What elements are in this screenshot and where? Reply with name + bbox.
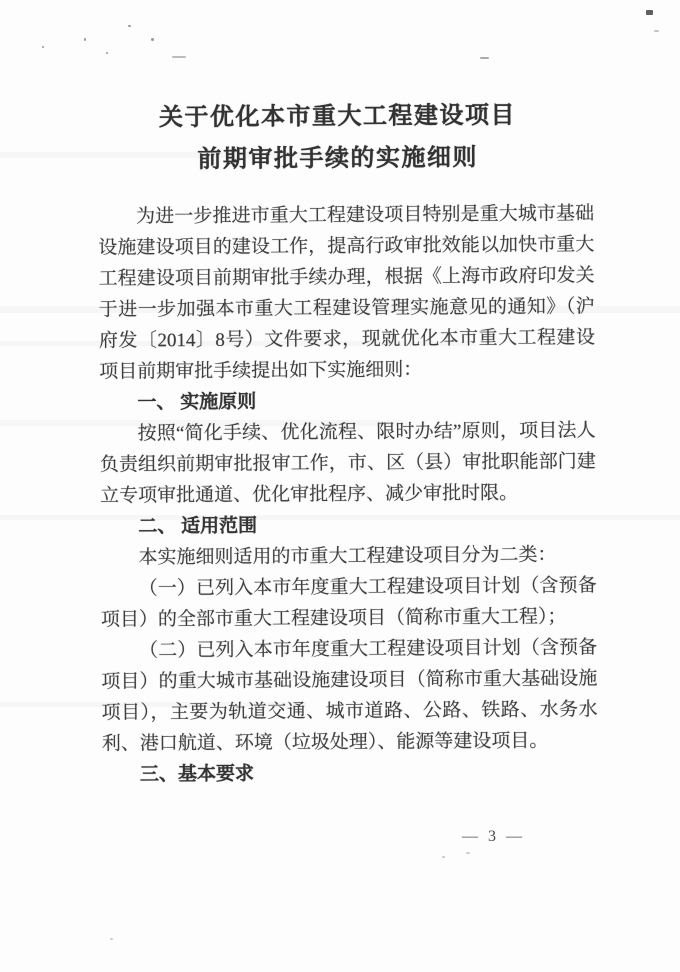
- section-heading-3: 三、基本要求: [139, 763, 255, 786]
- document-title: [0, 94, 678, 183]
- section-heading-1: 一、 实施原则: [137, 391, 257, 414]
- paragraph-intro: 为进一步推进市重大工程建设项目特别是重大城市基础设施建设项目的建设工作，提高行政审批效能以加快市重大工程建设项目前期审批手续办理，根据《上海市政府印发关于进一步加强本市重大工程建设管理实施意见的通知》（沪府发〔2014〕8号）文件要求，现就优化本市重大工程建设项目前期审批手续提出如下实施细则：: [98, 203, 596, 383]
- paragraph-scope-intro: 本实施细则适用的市重大工程建设项目分为二类：: [138, 544, 557, 569]
- paragraph-scope-item-2: （二）已列入本市年度重大工程建设项目计划（含预备项目）的重大城市基础设施建设项目（简称市重大基础设施项目），主要为轨道交通、城市道路、公路、铁路、水务水利、港口航道、环境（垃圾处理）、能源等建设项目。: [101, 637, 598, 755]
- page-number: — 3 —: [462, 828, 525, 845]
- paragraph-scope-item-1: （一）已列入本市年度重大工程建设项目计划（含预备项目）的全部市重大工程建设项目（简称市重大工程）；: [100, 575, 597, 631]
- document-title-line-2: 前期审批手续的实施细则: [197, 145, 479, 173]
- paragraph-principles: 按照“简化手续、优化流程、限时办结”原则，项目法人负责组织前期审批报审工作，市、区（县）审批职能部门建立专项审批通道、优化审批程序、减少审批时限。: [99, 420, 596, 507]
- document-title-line-1: 关于优化本市重大工程建设项目: [158, 102, 517, 132]
- section-heading-2: 二、 适用范围: [138, 515, 258, 538]
- document-body: [98, 198, 598, 790]
